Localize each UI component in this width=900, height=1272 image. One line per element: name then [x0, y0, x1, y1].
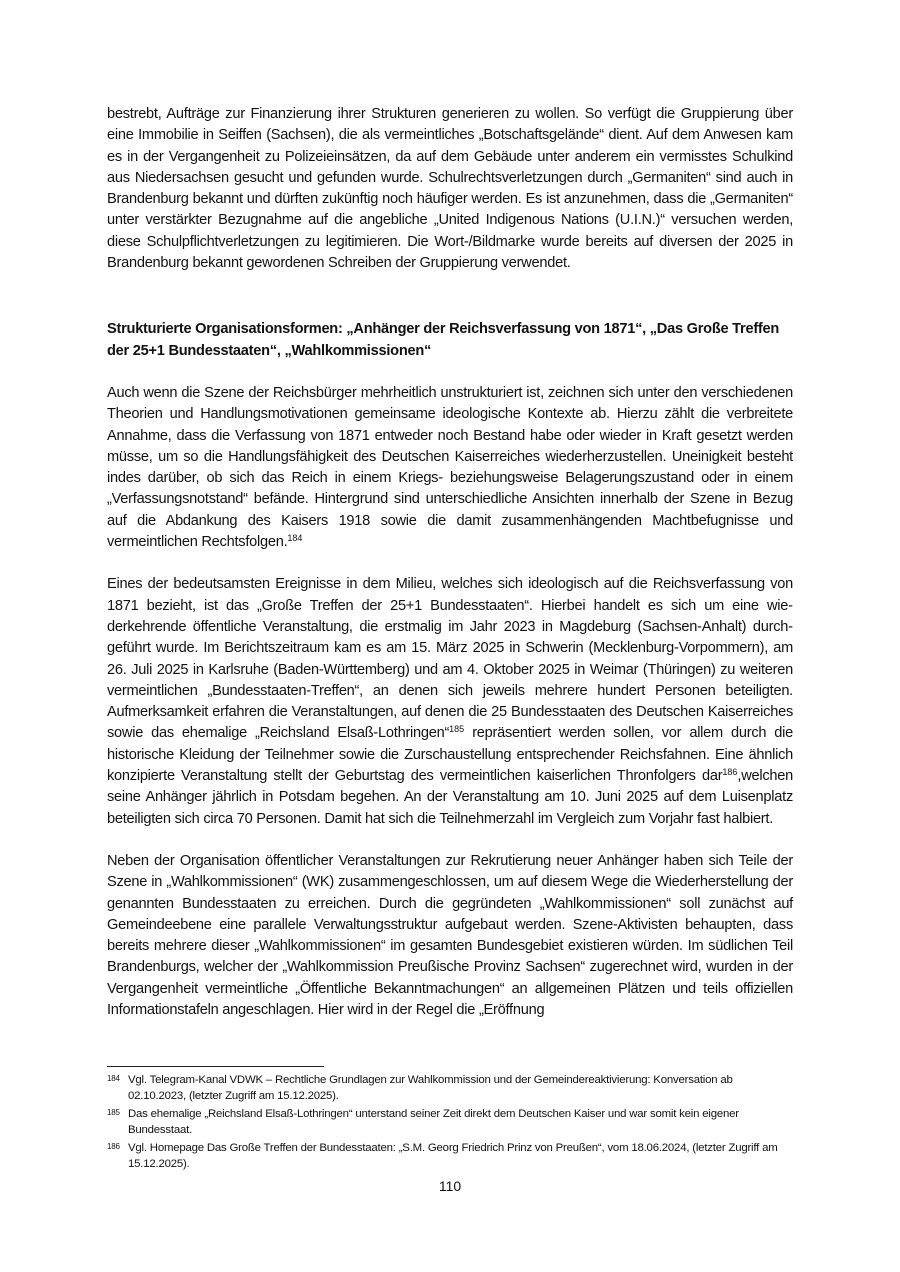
footnote-separator [107, 1066, 324, 1067]
paragraph-verfassung [107, 383, 793, 553]
footnote-text: Vgl. Telegram-Kanal VDWK – Rechtliche Grundlagen zur Wahlkommission und der Gemeindereaktivierung: Konversation ab 02.10.2023, (letzter Zugriff am 15.12.2025). [128, 1074, 733, 1102]
paragraph-treffen-text-c: ,welchen seine Anhänger jährlich in Potsdam begehen. An der Veranstaltung am 10. Juni 2025 auf dem Luisenplatz beteiligten sich circa 70 Personen. Damit hat sich die Teilnehmerzahl im Vergleich zum Vorjahr fast halbiert. [107, 768, 793, 827]
paragraph-germaniten: bestrebt, Aufträge zur Finanzierung ihrer Strukturen generieren zu wollen. So verfügt die Gruppierung über eine Immobilie in Seiffen (Sachsen), die als vermeintliches „Botschaftsgelände“ dient. Auf dem Anwesen kam es in der Vergangenheit zu Polizeieinsätzen, da auf dem Gebäude unter anderem ein vermisstes Schulkind aus Niedersachsen gesucht und gefunden wurde. Schulrechtsverletzungen durch „Germaniten“ sind auch in Brandenburg bekannt und dürften zukünftig noch häufiger werden. Es ist anzunehmen, dass die „Germaniten“ unter verstärkter Bezugnahme auf die angebliche „United Indigenous Nations (U.I.N.)“ versuchen werden, diese Schulpflichtverletzungen zu legitimieren. Die Wort-/Bildmarke wurde bereits auf diversen der 2025 in Brandenburg bekannt gewordenen Schreiben der Gruppierung verwendet. [107, 106, 793, 272]
footnote-184 [107, 1073, 793, 1104]
paragraph-verfassung-text: Auch wenn die Szene der Reichsbürger mehrheitlich unstrukturiert ist, zeichnen sich unter den verschiedenen Theorien und Handlungsmotivationen gemeinsame ideologische Kontexte ab. Hierzu zählt die verbreitete Annahme, dass die Verfassung von 1871 entweder noch Bestand habe oder wieder in Kraft gesetzt werden müsse, um so die Handlungsfähigkeit des Deutschen Kaiserreiches wiederherzustellen. Uneinigkeit besteht indes darüber, ob sich das Reich in einem Kriegs- beziehungsweise Belagerungszustand oder in einem „Verfassungsnotstand“ befände. Hintergrund sind unterschiedliche Ansichten innerhalb der Szene in Bezug auf die Abdankung des Kaisers 1918 sowie die damit zusammenhängenden Machtbefugnisse und vermeintlichen Rechtsfolgen. [107, 384, 793, 551]
footnote-text: Das ehemalige „Reichsland Elsaß-Lothringen“ unterstand seiner Zeit direkt dem Deutschen Kaiser und war somit kein eigener Bundesstaat. [128, 1108, 739, 1136]
page-body [107, 104, 793, 1021]
paragraph-wahlkommissionen: Neben der Organisation öffentlicher Veranstaltungen zur Rekrutierung neuer Anhänger haben sich Teile der Szene in „Wahlkommissionen“ (WK) zusammengeschlossen, um auf diesem Wege die Wiederherstellung der genannten Bundesstaaten zu erreichen. Durch die gegründeten „Wahlkommissionen“ soll zunächst auf Gemeindeebene eine parallele Verwaltungsstruktur aufgebaut werden. Szene-Aktivisten behaupten, dass bereits mehrere dieser „Wahlkommissionen“ im gesamten Bundesgebiet existieren würden. Im südlichen Teil Brandenburgs, welcher der „Wahlkommission Preußische Provinz Sachsen“ zugerechnet wird, wurden in der Vergangenheit vermeintliche „Öffentliche Bekanntmachungen“ an allgemeinen Plätzen und teils offiziellen Informationstafeln angeschlagen. Hier wird in der Regel die „Eröffnung [107, 852, 793, 1018]
footnote-ref-184[interactable]: 184 [287, 533, 303, 544]
footnote-number: 186 [107, 1142, 120, 1152]
footnotes [107, 1073, 793, 1176]
footnote-ref-185[interactable]: 185 [449, 724, 465, 735]
section-heading: Strukturierte Organisationsformen: „Anhänger der Reichsverfassung von 1871“, „Das Große Treffen der 25+1 Bundesstaaten“, „Wahlkommissionen“ [107, 321, 780, 359]
paragraph-treffen-text-b: repräsentiert werden sollen, vor allem durch die historische Kleidung der Teilnehmer sowie die Zurschaustellung entsprechender Reichsfahnen. Eine ähnlich konzipierte Veranstaltung stellt der Geburtstag des vermeintlichen kaiserlichen Thronfolgers dar [107, 725, 793, 785]
footnote-186 [107, 1141, 793, 1172]
paragraph-treffen [107, 574, 793, 830]
footnote-number: 184 [107, 1074, 120, 1083]
footnote-text: Vgl. Homepage Das Große Treffen der Bundesstaaten: „S.M. Georg Friedrich Prinz von Preußen“, vom 18.06.2024, (letzter Zugriff am 15.12.2025). [128, 1142, 778, 1170]
footnote-number: 185 [107, 1108, 120, 1118]
footnote-ref-186[interactable]: 186 [722, 767, 738, 778]
footnote-185 [107, 1107, 793, 1138]
paragraph-treffen-text-a: Eines der bedeutsamsten Ereignisse in dem Milieu, welches sich ideologisch auf die Reichsverfassung von 1871 bezieht, ist das „Große Treffen der 25+1 Bundesstaaten“. Hierbei handelt es sich um eine wiederkehrende öffentliche Veranstaltung, die erstmalig im Jahr 2023 in Magdeburg (Sachsen-Anhalt) durchgeführt wurde. Im Berichtszeitraum kam es am 15. März 2025 in Schwerin (Mecklenburg-Vorpommern), am 26. Juli 2025 in Karlsruhe (Baden-Württemberg) und am 4. Oktober 2025 in Weimar (Thüringen) zu weiteren vermeintlichen „Bundesstaaten-Treffen“, an denen sich jeweils mehrere hundert Personen beteiligten. Aufmerksamkeit erfahren die Veranstaltungen, auf denen die 25 Bundesstaaten des Deutschen Kaiserreiches sowie das ehemalige „Reichsland Elsaß-Lothringen“ [107, 576, 793, 742]
page-number: 110 [438, 1178, 462, 1194]
